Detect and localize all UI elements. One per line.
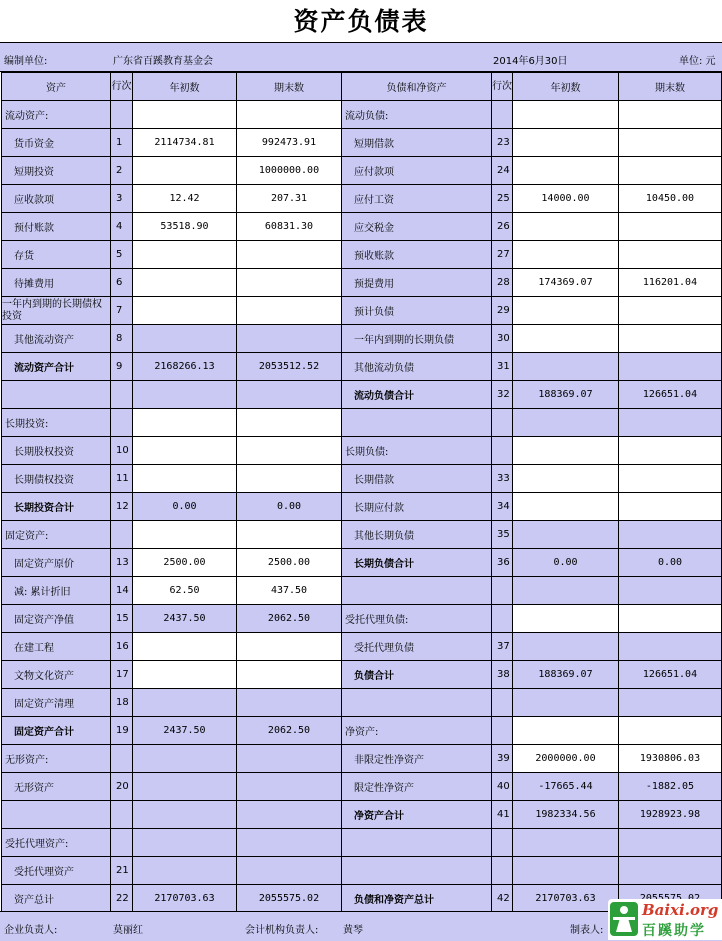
unit-value: 广东省百蹊教育基金会 (113, 56, 213, 67)
asset-row-no: 16 (111, 633, 133, 661)
asset-label: 文物文化资产 (2, 661, 111, 689)
asset-label: 流动资产合计 (2, 353, 111, 381)
asset-label (2, 381, 111, 409)
asset-end: 2053512.52 (237, 353, 342, 381)
asset-end (237, 857, 342, 885)
asset-end (237, 101, 342, 129)
liability-row-no: 38 (492, 661, 513, 689)
table-row (2, 157, 722, 185)
asset-begin (133, 297, 237, 325)
asset-end (237, 689, 342, 717)
asset-row-no (111, 381, 133, 409)
unit-label: 编制单位: (4, 56, 48, 67)
asset-label: 受托代理资产 (2, 857, 111, 885)
liability-label: 应交税金 (342, 213, 492, 241)
liability-end (619, 633, 722, 661)
asset-begin: 2500.00 (133, 549, 237, 577)
liability-begin (513, 297, 619, 325)
header-row-no-right: 行次 (492, 73, 513, 101)
liability-begin: 0.00 (513, 549, 619, 577)
table-row (2, 325, 722, 353)
asset-row-no: 22 (111, 885, 133, 913)
asset-row-no (111, 521, 133, 549)
report-info-bar (0, 42, 722, 72)
currency-unit: 单位: 元 (679, 56, 716, 67)
liability-end (619, 493, 722, 521)
asset-begin: 2437.50 (133, 605, 237, 633)
asset-row-no: 12 (111, 493, 133, 521)
asset-end (237, 381, 342, 409)
liability-begin (513, 465, 619, 493)
balance-sheet-table (1, 72, 722, 913)
liability-begin: 188369.07 (513, 381, 619, 409)
liability-begin (513, 689, 619, 717)
asset-row-no: 2 (111, 157, 133, 185)
liability-row-no (492, 409, 513, 437)
table-row (2, 437, 722, 465)
asset-row-no (111, 801, 133, 829)
asset-begin (133, 409, 237, 437)
liability-label (342, 857, 492, 885)
asset-end (237, 409, 342, 437)
asset-label: 货币资金 (2, 129, 111, 157)
liability-end (619, 689, 722, 717)
report-date: 2014年6月30日 (493, 56, 568, 67)
asset-begin: 62.50 (133, 577, 237, 605)
asset-label: 短期投资 (2, 157, 111, 185)
liability-end (619, 353, 722, 381)
liability-row-no: 24 (492, 157, 513, 185)
table-row (2, 829, 722, 857)
acct-label: 会计机构负责人: (245, 925, 319, 936)
asset-label: 无形资产: (2, 745, 111, 773)
table-row (2, 381, 722, 409)
liability-label: 长期负债: (342, 437, 492, 465)
liability-row-no: 23 (492, 129, 513, 157)
liability-row-no: 27 (492, 241, 513, 269)
liability-label: 预计负债 (342, 297, 492, 325)
asset-begin (133, 157, 237, 185)
liability-begin (513, 409, 619, 437)
liability-row-no: 31 (492, 353, 513, 381)
asset-label: 固定资产原价 (2, 549, 111, 577)
asset-end (237, 241, 342, 269)
header-asset: 资产 (2, 73, 111, 101)
liability-begin (513, 241, 619, 269)
liability-begin: 1982334.56 (513, 801, 619, 829)
liability-begin: 2000000.00 (513, 745, 619, 773)
liability-end (619, 241, 722, 269)
asset-label: 预付账款 (2, 213, 111, 241)
liability-label: 预提费用 (342, 269, 492, 297)
liability-end: 1928923.98 (619, 801, 722, 829)
liability-end (619, 717, 722, 745)
header-begin-right: 年初数 (513, 73, 619, 101)
asset-end (237, 269, 342, 297)
table-row (2, 465, 722, 493)
table-row (2, 549, 722, 577)
table-header-row (2, 73, 722, 101)
liability-begin (513, 493, 619, 521)
asset-label: 固定资产合计 (2, 717, 111, 745)
liability-end (619, 297, 722, 325)
asset-row-no: 17 (111, 661, 133, 689)
liability-begin (513, 717, 619, 745)
liability-begin (513, 325, 619, 353)
asset-label: 减: 累计折旧 (2, 577, 111, 605)
table-body (2, 101, 722, 913)
asset-end (237, 633, 342, 661)
table-row (2, 297, 722, 325)
asset-row-no: 13 (111, 549, 133, 577)
person-icon (610, 902, 638, 936)
asset-end: 60831.30 (237, 213, 342, 241)
asset-end (237, 829, 342, 857)
liability-row-no (492, 605, 513, 633)
asset-begin: 2437.50 (133, 717, 237, 745)
liability-row-no: 32 (492, 381, 513, 409)
asset-label: 固定资产清理 (2, 689, 111, 717)
liability-end: -1882.05 (619, 773, 722, 801)
liability-row-no: 26 (492, 213, 513, 241)
liability-end (619, 129, 722, 157)
liability-end: 126651.04 (619, 381, 722, 409)
asset-label: 应收款项 (2, 185, 111, 213)
liability-label: 应付款项 (342, 157, 492, 185)
asset-row-no: 6 (111, 269, 133, 297)
liability-end (619, 521, 722, 549)
liability-begin (513, 829, 619, 857)
asset-end: 1000000.00 (237, 157, 342, 185)
liability-row-no: 30 (492, 325, 513, 353)
liability-label (342, 577, 492, 605)
asset-label: 流动资产: (2, 101, 111, 129)
liability-end: 126651.04 (619, 661, 722, 689)
asset-row-no: 19 (111, 717, 133, 745)
liability-label: 其他流动负债 (342, 353, 492, 381)
asset-end (237, 801, 342, 829)
asset-begin (133, 437, 237, 465)
asset-row-no: 4 (111, 213, 133, 241)
liability-end (619, 157, 722, 185)
asset-begin (133, 325, 237, 353)
liability-row-no: 42 (492, 885, 513, 913)
asset-label: 长期股权投资 (2, 437, 111, 465)
asset-row-no: 7 (111, 297, 133, 325)
asset-row-no (111, 101, 133, 129)
table-row (2, 353, 722, 381)
header-liabilities: 负债和净资产 (342, 73, 492, 101)
asset-begin: 2114734.81 (133, 129, 237, 157)
liability-row-no: 34 (492, 493, 513, 521)
watermark-logo (608, 899, 722, 940)
liability-row-no: 37 (492, 633, 513, 661)
asset-begin (133, 689, 237, 717)
liability-label: 负债合计 (342, 661, 492, 689)
liability-begin (513, 157, 619, 185)
header-end-right: 期末数 (619, 73, 722, 101)
liability-row-no: 41 (492, 801, 513, 829)
leader-name: 莫丽红 (113, 925, 143, 936)
liability-row-no: 25 (492, 185, 513, 213)
liability-begin (513, 633, 619, 661)
liability-end (619, 101, 722, 129)
table-row (2, 857, 722, 885)
asset-begin (133, 269, 237, 297)
asset-row-no (111, 829, 133, 857)
liability-row-no: 36 (492, 549, 513, 577)
asset-row-no: 20 (111, 773, 133, 801)
liability-begin (513, 129, 619, 157)
asset-row-no: 8 (111, 325, 133, 353)
asset-row-no: 3 (111, 185, 133, 213)
liability-row-no: 35 (492, 521, 513, 549)
liability-label: 流动负债: (342, 101, 492, 129)
liability-end (619, 829, 722, 857)
asset-begin: 53518.90 (133, 213, 237, 241)
leader-label: 企业负责人: (4, 925, 58, 936)
asset-label: 无形资产 (2, 773, 111, 801)
liability-label: 长期负债合计 (342, 549, 492, 577)
maker-label: 制表人: (570, 925, 604, 936)
liability-row-no: 39 (492, 745, 513, 773)
header-begin-left: 年初数 (133, 73, 237, 101)
asset-row-no: 15 (111, 605, 133, 633)
asset-end (237, 465, 342, 493)
table-row (2, 745, 722, 773)
table-row (2, 409, 722, 437)
asset-label: 在建工程 (2, 633, 111, 661)
header-row-no-left: 行次 (111, 73, 133, 101)
asset-begin (133, 801, 237, 829)
liability-row-no: 28 (492, 269, 513, 297)
asset-row-no: 5 (111, 241, 133, 269)
table-row (2, 605, 722, 633)
asset-label: 一年内到期的长期债权投资 (2, 297, 111, 325)
asset-begin (133, 857, 237, 885)
asset-row-no: 10 (111, 437, 133, 465)
asset-row-no: 9 (111, 353, 133, 381)
asset-end: 0.00 (237, 493, 342, 521)
asset-label: 长期投资合计 (2, 493, 111, 521)
watermark-line2: 百蹊助学 (642, 923, 706, 939)
liability-end (619, 409, 722, 437)
asset-begin (133, 661, 237, 689)
liability-label: 其他长期负债 (342, 521, 492, 549)
liability-end (619, 577, 722, 605)
asset-end: 2055575.02 (237, 885, 342, 913)
table-row (2, 717, 722, 745)
asset-row-no: 21 (111, 857, 133, 885)
asset-begin: 2170703.63 (133, 885, 237, 913)
liability-label: 受托代理负债 (342, 633, 492, 661)
asset-label: 长期债权投资 (2, 465, 111, 493)
table-row (2, 493, 722, 521)
liability-label (342, 689, 492, 717)
liability-begin (513, 353, 619, 381)
liability-begin: 2170703.63 (513, 885, 619, 913)
table-row (2, 241, 722, 269)
liability-label: 短期借款 (342, 129, 492, 157)
table-row (2, 577, 722, 605)
liability-label: 应付工资 (342, 185, 492, 213)
acct-name: 黄琴 (343, 925, 363, 936)
liability-end: 10450.00 (619, 185, 722, 213)
asset-label: 资产总计 (2, 885, 111, 913)
table-row (2, 269, 722, 297)
liability-row-no: 33 (492, 465, 513, 493)
table-row (2, 633, 722, 661)
liability-row-no (492, 437, 513, 465)
table-row (2, 129, 722, 157)
asset-begin (133, 241, 237, 269)
liability-row-no (492, 689, 513, 717)
watermark-line1: Baixi.org (642, 901, 719, 919)
asset-row-no: 14 (111, 577, 133, 605)
asset-label: 存货 (2, 241, 111, 269)
asset-begin (133, 381, 237, 409)
table-row (2, 801, 722, 829)
table-row (2, 185, 722, 213)
asset-row-no: 18 (111, 689, 133, 717)
liability-label: 流动负债合计 (342, 381, 492, 409)
liability-begin: 14000.00 (513, 185, 619, 213)
asset-end (237, 325, 342, 353)
liability-label (342, 829, 492, 857)
asset-end: 207.31 (237, 185, 342, 213)
liability-label: 限定性净资产 (342, 773, 492, 801)
table-row (2, 521, 722, 549)
liability-begin: 174369.07 (513, 269, 619, 297)
asset-label: 其他流动资产 (2, 325, 111, 353)
asset-begin (133, 521, 237, 549)
liability-label: 一年内到期的长期负债 (342, 325, 492, 353)
liability-row-no: 29 (492, 297, 513, 325)
liability-row-no (492, 857, 513, 885)
liability-end (619, 857, 722, 885)
liability-end (619, 437, 722, 465)
asset-label: 待摊费用 (2, 269, 111, 297)
asset-end: 2500.00 (237, 549, 342, 577)
asset-end: 437.50 (237, 577, 342, 605)
table-row (2, 661, 722, 689)
asset-label: 固定资产净值 (2, 605, 111, 633)
liability-row-no (492, 717, 513, 745)
liability-label: 负债和净资产总计 (342, 885, 492, 913)
liability-label (342, 409, 492, 437)
asset-end (237, 661, 342, 689)
asset-end (237, 437, 342, 465)
liability-row-no: 40 (492, 773, 513, 801)
liability-begin (513, 605, 619, 633)
asset-begin (133, 465, 237, 493)
liability-begin (513, 521, 619, 549)
page-title: 资产负债表 (293, 7, 429, 36)
asset-label: 固定资产: (2, 521, 111, 549)
asset-row-no: 11 (111, 465, 133, 493)
liability-label: 预收账款 (342, 241, 492, 269)
table-row (2, 101, 722, 129)
liability-end (619, 325, 722, 353)
asset-end (237, 297, 342, 325)
asset-begin (133, 829, 237, 857)
liability-label: 净资产合计 (342, 801, 492, 829)
table-row (2, 689, 722, 717)
liability-label: 净资产: (342, 717, 492, 745)
asset-row-no (111, 409, 133, 437)
asset-end: 992473.91 (237, 129, 342, 157)
liability-end (619, 605, 722, 633)
asset-begin: 0.00 (133, 493, 237, 521)
liability-row-no (492, 829, 513, 857)
liability-end: 1930806.03 (619, 745, 722, 773)
liability-row-no (492, 577, 513, 605)
asset-begin (133, 633, 237, 661)
header-end-left: 期末数 (237, 73, 342, 101)
liability-begin (513, 101, 619, 129)
liability-label: 受托代理负债: (342, 605, 492, 633)
asset-end (237, 521, 342, 549)
liability-label: 长期应付款 (342, 493, 492, 521)
liability-begin (513, 437, 619, 465)
asset-begin: 2168266.13 (133, 353, 237, 381)
asset-label: 长期投资: (2, 409, 111, 437)
asset-end: 2062.50 (237, 717, 342, 745)
liability-begin (513, 213, 619, 241)
liability-end: 116201.04 (619, 269, 722, 297)
asset-label (2, 801, 111, 829)
asset-row-no (111, 745, 133, 773)
liability-begin (513, 577, 619, 605)
asset-end (237, 773, 342, 801)
asset-end (237, 745, 342, 773)
liability-label: 长期借款 (342, 465, 492, 493)
liability-begin: 188369.07 (513, 661, 619, 689)
table-row (2, 773, 722, 801)
liability-begin (513, 857, 619, 885)
asset-begin (133, 745, 237, 773)
liability-end (619, 213, 722, 241)
asset-label: 受托代理资产: (2, 829, 111, 857)
asset-begin: 12.42 (133, 185, 237, 213)
table-row (2, 213, 722, 241)
liability-end (619, 465, 722, 493)
liability-begin: -17665.44 (513, 773, 619, 801)
liability-label: 非限定性净资产 (342, 745, 492, 773)
asset-begin (133, 773, 237, 801)
asset-row-no: 1 (111, 129, 133, 157)
liability-end: 0.00 (619, 549, 722, 577)
liability-row-no (492, 101, 513, 129)
asset-begin (133, 101, 237, 129)
asset-end: 2062.50 (237, 605, 342, 633)
